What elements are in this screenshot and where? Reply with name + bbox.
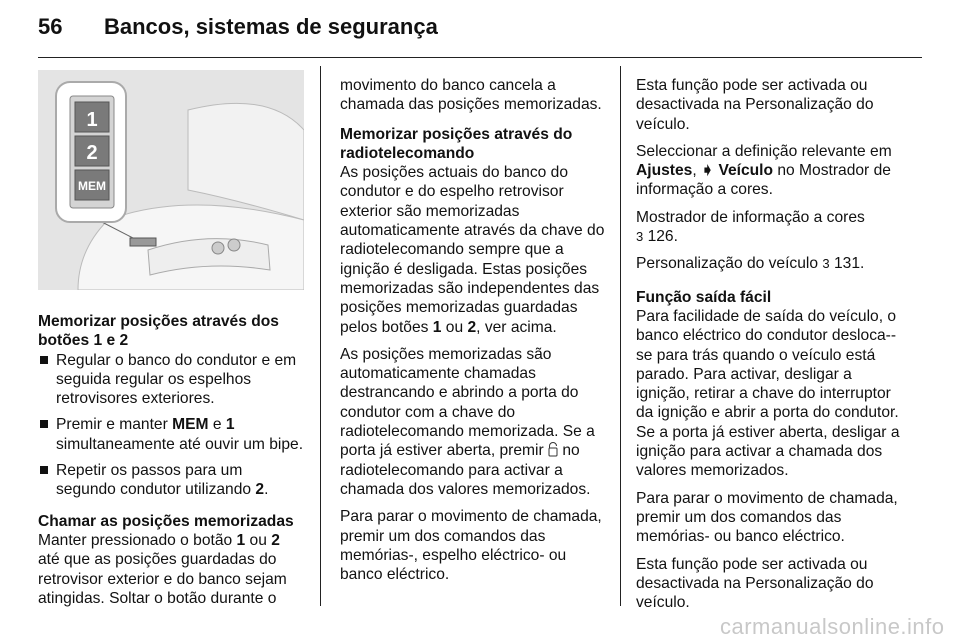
section-easy-exit <box>636 288 906 481</box>
button-mem-label: MEM <box>78 179 106 193</box>
column-2 <box>340 76 606 592</box>
paragraph: Para parar o movimento de chamada, premir um dos comandos das memórias-, espelho eléctrico- ou banco eléctrico. <box>340 508 602 584</box>
memorize-steps-list <box>38 351 304 500</box>
list-item: Premir e manter MEM e 1 simultaneamente até ouvir um bipe. <box>38 415 304 454</box>
paragraph: As posições actuais do banco do condutor e do espelho retrovisor exterior são memorizadas automaticamente através da chave do radiotelecomando sempre que a ignição é desligada. Estas posições memorizadas são independentes das posições memorizadas guardadas pelos botões 1 ou 2, ver acima. <box>340 164 605 336</box>
paragraph: Manter pressionado o botão 1 ou 2 até que as posições guardadas do retrovisor exterior e do banco sejam atingidas. Soltar o botão durante o <box>38 531 287 607</box>
page-ref-icon: 3 <box>822 256 830 272</box>
paragraph: movimento do banco cancela a chamada das posições memorizadas. <box>340 77 602 114</box>
page-title: Bancos, sistemas de segurança <box>104 14 438 39</box>
list-item: Regular o banco do condutor e em seguida regular os espelhos retrovisores exteriores. <box>38 351 304 409</box>
paragraph: Esta função pode ser activada ou desactivada na Personalização do veículo. <box>636 555 874 612</box>
section-easy-exit-title: Função saída fácil <box>636 288 772 306</box>
column-divider <box>620 66 621 606</box>
seat-illustration <box>38 70 304 290</box>
list-item: Repetir os passos para um segundo condutor utilizando 2. <box>38 461 304 500</box>
page-header <box>38 14 438 40</box>
remote-unlock-icon <box>548 442 558 457</box>
arrow-icon: ➧ <box>701 162 715 180</box>
section-remote <box>340 125 606 337</box>
section-recall <box>38 512 304 608</box>
button-2-label: 2 <box>86 142 98 164</box>
section-memorize-buttons-title: Memorizar posições através dos botões 1 e 2 <box>38 313 279 350</box>
column-1 <box>38 70 304 616</box>
button-1-label: 1 <box>86 109 98 131</box>
section-recall-title: Chamar as posições memorizadas <box>38 512 294 530</box>
paragraph: Seleccionar a definição relevante em Ajustes, ➧ Veículo no Mostrador de informação a cores. <box>636 142 892 199</box>
column-3 <box>636 76 906 620</box>
page-ref-icon: 3 <box>636 229 644 245</box>
paragraph: Para parar o movimento de chamada, premir um dos comandos das memórias- ou banco eléctrico. <box>636 489 898 546</box>
paragraph: As posições memorizadas são automaticamente chamadas destrancando e abrindo a porta do condutor com a chave do radiotelecomando memorizada. Se a porta já estiver aberta, premir no radiotelecomando para activar a chamada dos valores memorizados. <box>340 345 595 498</box>
paragraph: Mostrador de informação a cores 3 126. <box>636 208 865 246</box>
seat-memory-figure <box>38 70 304 290</box>
paragraph: Esta função pode ser activada ou desactivada na Personalização do veículo. <box>636 77 874 133</box>
column-divider <box>320 66 321 606</box>
watermark: carmanualsonline.info <box>720 614 945 639</box>
page-number: 56 <box>38 14 63 39</box>
header-rule <box>38 57 922 58</box>
paragraph: Para facilidade de saída do veículo, o banco eléctrico do condutor desloca--se para trás quando o veículo está parado. Para activar, desligar a ignição, retirar a chave do interruptor da ignição e abrir a porta do condutor. Se a porta já estiver aberta, desligar a ignição para activar a chamada dos valores memorizados. <box>636 307 900 480</box>
section-remote-title: Memorizar posições através do radiotelecomando <box>340 125 573 162</box>
paragraph: Personalização do veículo 3 131. <box>636 255 865 273</box>
